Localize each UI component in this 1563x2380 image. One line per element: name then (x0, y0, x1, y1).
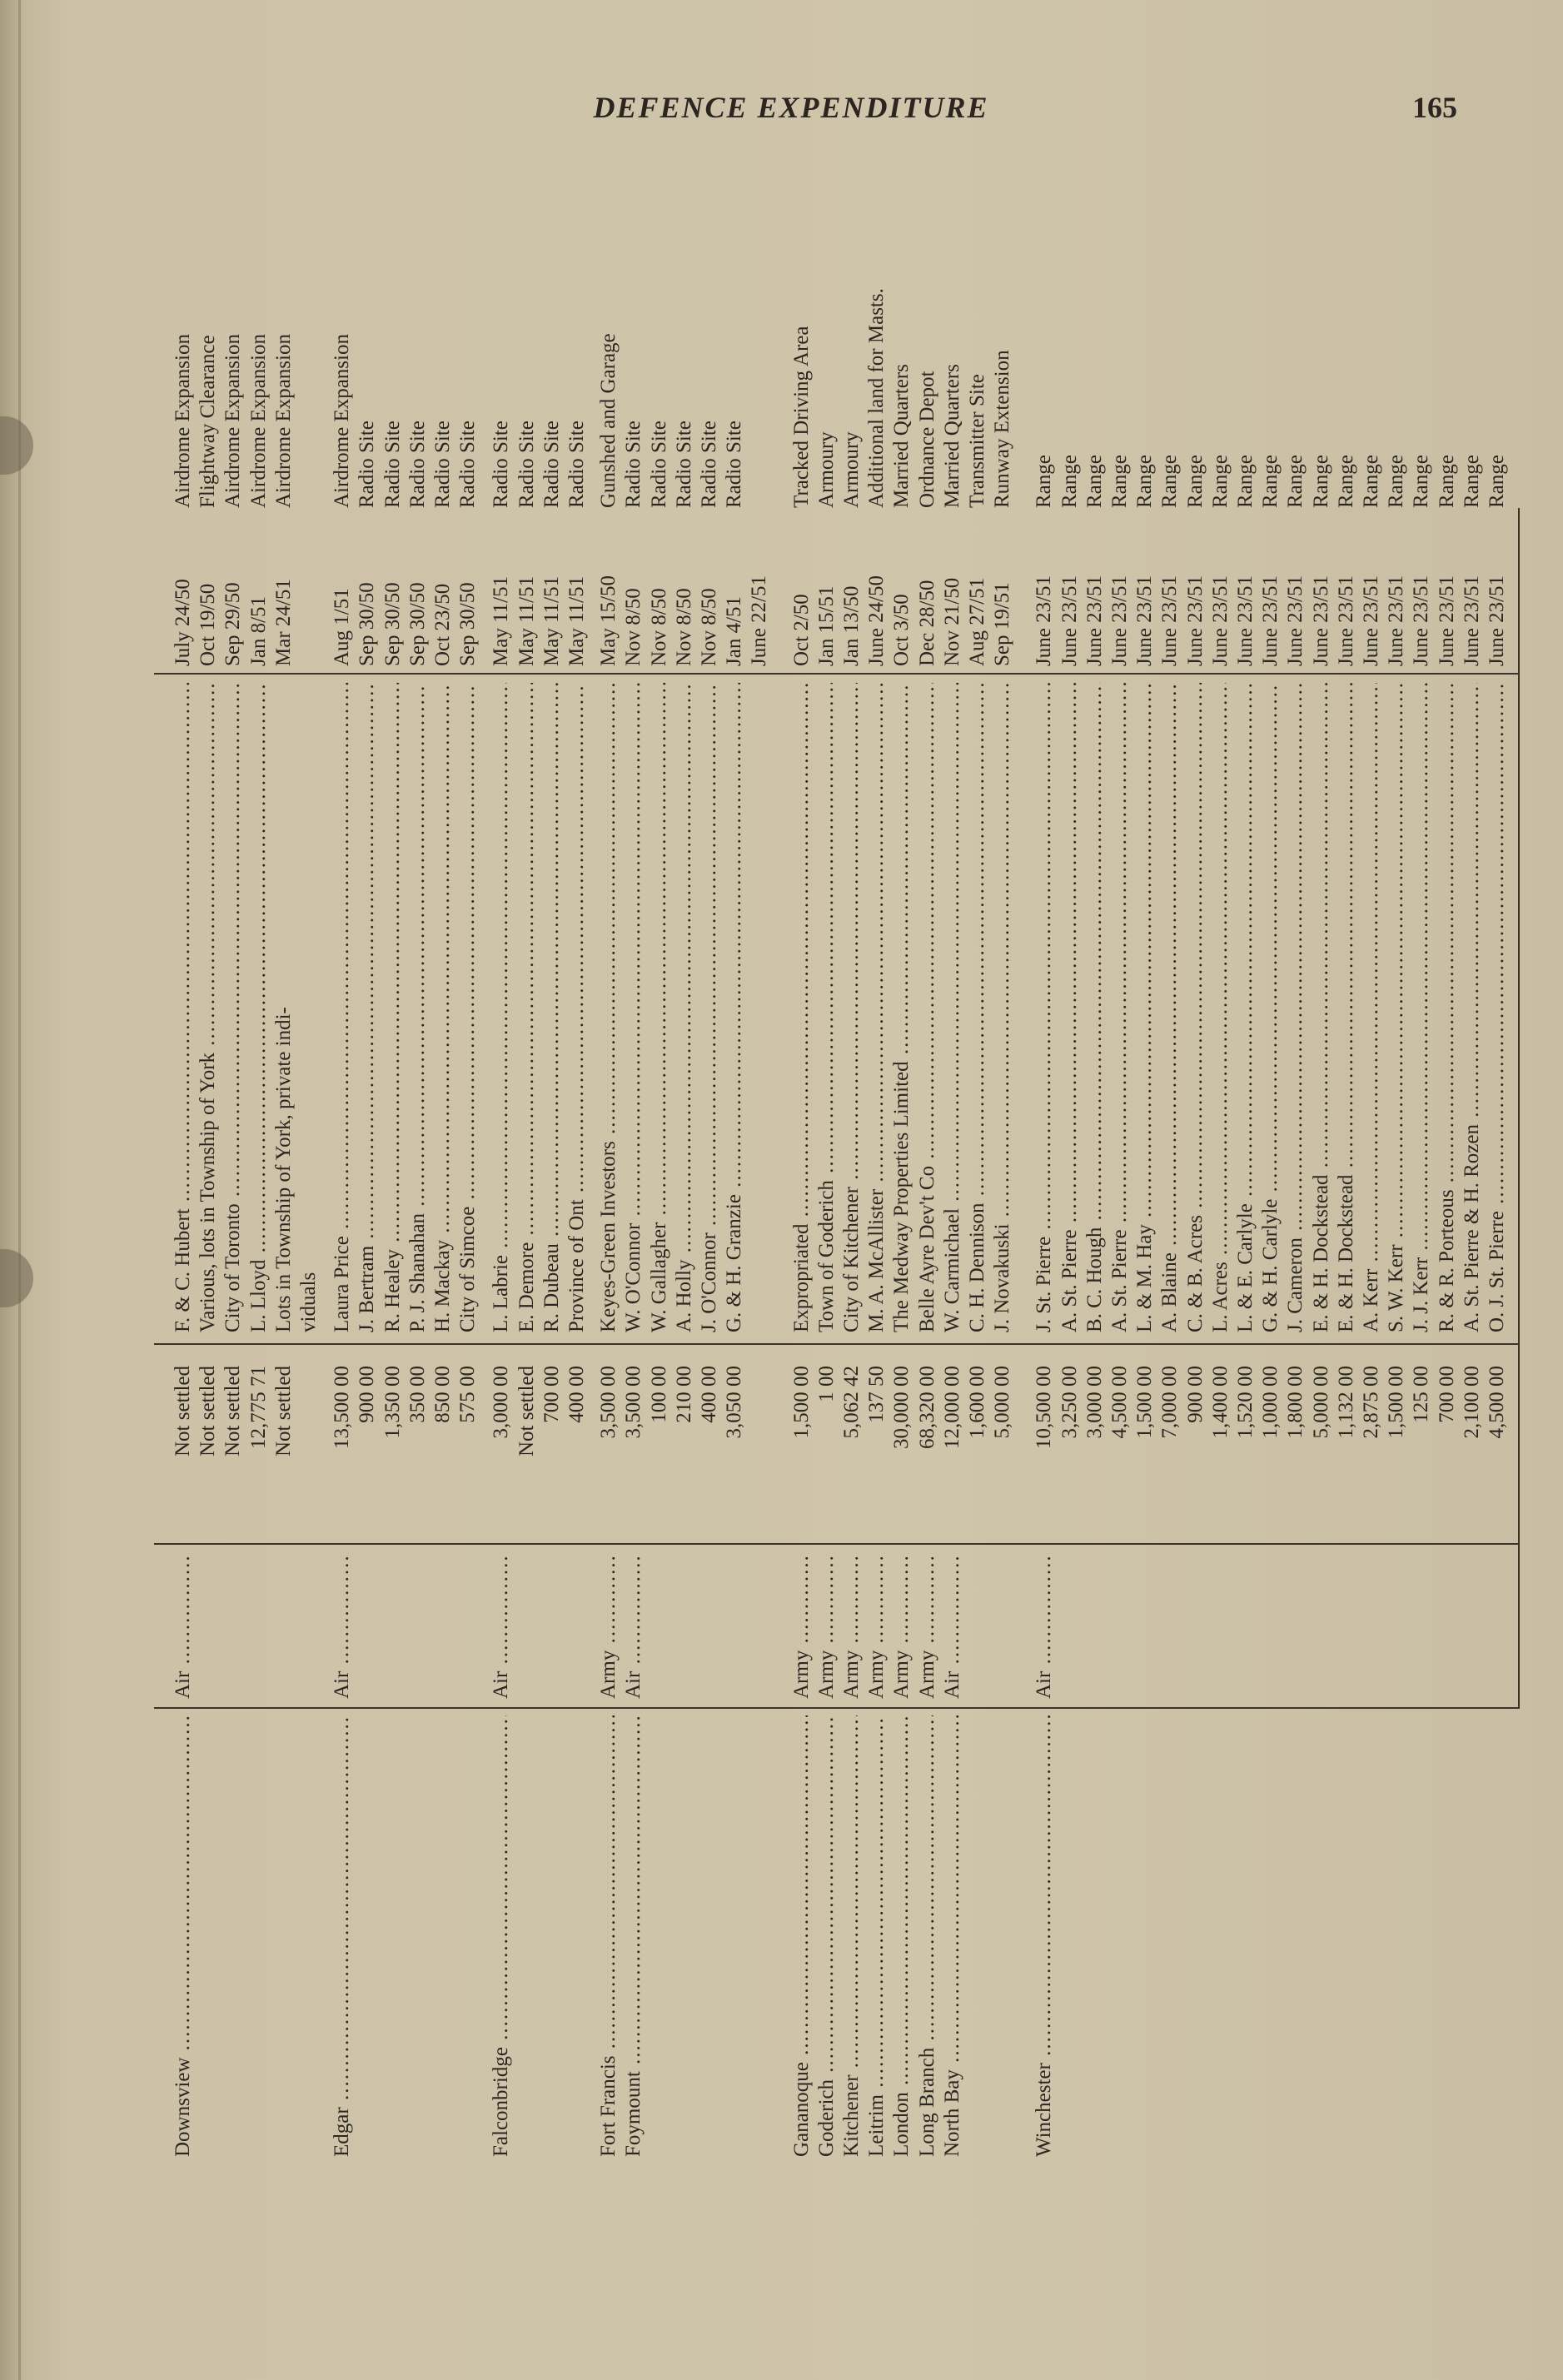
location-cell: Winchester ..... (1032, 1715, 1057, 2157)
location-cell: Gananoque ..... (789, 1715, 814, 2157)
date-cell: June 23/51 (1385, 575, 1408, 666)
name-cell: A. Blaine ..... (1157, 683, 1182, 1332)
date-cell: Nov 8/50 (698, 588, 720, 666)
amount-cell: 1,350 00 (381, 1366, 404, 1439)
table-row (1132, 67, 1157, 2165)
expenditure-table (154, 67, 1508, 2165)
table-bottom-rule (1518, 508, 1520, 1709)
amount-cell: 3,000 00 (1083, 1366, 1106, 1439)
date-cell: June 23/51 (1033, 575, 1056, 666)
date-cell: June 23/51 (1309, 575, 1332, 666)
purpose-cell: Airdrome Expansion (246, 334, 270, 508)
amount-cell: 5,062 42 (840, 1366, 863, 1439)
binding-hole (0, 1249, 33, 1307)
amount-cell: 700 00 (540, 1366, 563, 1423)
table-row (1485, 67, 1510, 2165)
amount-divider (154, 1543, 1518, 1545)
table-row (1108, 67, 1132, 2165)
amount-cell: 125 00 (1410, 1366, 1433, 1423)
amount-cell: 1,520 00 (1234, 1366, 1257, 1439)
service-divider (154, 1707, 1518, 1709)
amount-cell: 1,500 00 (1385, 1366, 1408, 1439)
date-cell: June 23/51 (1083, 575, 1106, 666)
amount-cell: 12,000 00 (940, 1366, 963, 1449)
purpose-cell: Tracked Driving Area (789, 326, 813, 508)
purpose-cell: Airdrome Expansion (331, 334, 354, 508)
table-row (565, 67, 590, 2165)
purpose-cell: Radio Site (381, 421, 404, 508)
purpose-cell: Range (1033, 455, 1056, 508)
amount-cell: 68,320 00 (915, 1366, 938, 1449)
service-cell: Air ..... (1032, 1557, 1057, 1699)
table-row (406, 67, 431, 2165)
location-cell: Leitrim ..... (864, 1715, 889, 2157)
table-row (296, 67, 321, 2165)
purpose-cell: Radio Site (356, 421, 379, 508)
amount-cell: Not settled (222, 1366, 245, 1457)
amount-cell: 13,500 00 (331, 1366, 354, 1449)
name-cell: G. & H. Granzie ..... (722, 683, 747, 1332)
table-row (1208, 67, 1233, 2165)
service-cell: Air ..... (171, 1557, 196, 1699)
location-cell: Downsview ..... (171, 1715, 196, 2157)
purpose-cell: Radio Site (698, 421, 720, 508)
binding-edge (18, 0, 21, 2380)
date-cell: Oct 23/50 (431, 583, 454, 666)
name-cell: J. St. Pierre ..... (1032, 683, 1057, 1332)
date-cell: June 24/50 (865, 575, 889, 666)
name-cell: E. & H. Dockstead ..... (1309, 683, 1334, 1332)
purpose-cell: Married Quarters (890, 364, 913, 508)
date-cell: June 23/51 (1334, 575, 1357, 666)
amount-cell: 3,500 00 (597, 1366, 620, 1439)
date-cell: Nov 8/50 (622, 588, 645, 666)
amount-cell: 5,000 00 (1309, 1366, 1332, 1439)
name-cell: The Medway Properties Limited ..... (889, 683, 914, 1332)
service-cell: Air ..... (621, 1557, 646, 1699)
purpose-cell: Range (1284, 455, 1307, 508)
purpose-cell: Radio Site (672, 421, 695, 508)
purpose-cell: Range (1360, 455, 1382, 508)
name-cell: E. Demore ..... (515, 683, 540, 1332)
name-cell: P. J. Shanahan ..... (406, 683, 431, 1332)
amount-cell: 7,000 00 (1158, 1366, 1182, 1439)
name-cell: S. W. Kerr ..... (1384, 683, 1409, 1332)
amount-cell: 900 00 (1183, 1366, 1207, 1423)
date-cell: June 22/51 (748, 575, 771, 666)
service-cell: Air ..... (489, 1557, 514, 1699)
date-cell: Jan 4/51 (723, 595, 746, 666)
name-divider (154, 1343, 1518, 1345)
purpose-cell: Radio Site (540, 421, 563, 508)
amount-cell: 1,600 00 (966, 1366, 988, 1439)
purpose-cell: Range (1058, 455, 1081, 508)
name-cell: G. & H. Carlyle ..... (1258, 683, 1283, 1332)
amount-cell: 400 00 (698, 1366, 720, 1423)
name-cell: J. O'Connor ..... (697, 683, 722, 1332)
name-cell: R. Dubeau ..... (540, 683, 565, 1332)
name-cell: J. Bertram ..... (355, 683, 380, 1332)
date-cell: May 15/50 (597, 575, 620, 666)
amount-cell: 30,000 00 (890, 1366, 913, 1449)
date-cell: June 23/51 (1435, 575, 1458, 666)
table-row (515, 67, 540, 2165)
name-cell: City of Toronto ..... (221, 683, 246, 1332)
purpose-cell: Armoury (840, 431, 863, 508)
name-cell: L. & M. Hay ..... (1132, 683, 1157, 1332)
purpose-cell: Additional land for Masts. (865, 288, 889, 508)
date-cell: July 24/50 (172, 579, 194, 666)
table-row (889, 67, 914, 2165)
purpose-cell: Flightway Clearance (197, 335, 220, 508)
service-cell: Army ..... (839, 1557, 864, 1699)
name-cell: B. C. Hough ..... (1083, 683, 1108, 1332)
date-cell: Sep 30/50 (381, 582, 404, 666)
name-cell: J. Cameron ..... (1283, 683, 1308, 1332)
amount-cell: 400 00 (565, 1366, 588, 1423)
date-cell: Sep 30/50 (356, 582, 379, 666)
table-row (1334, 67, 1359, 2165)
date-cell: June 23/51 (1284, 575, 1307, 666)
date-cell: Jan 13/50 (840, 585, 863, 666)
amount-cell: 700 00 (1435, 1366, 1458, 1423)
table-row (1258, 67, 1283, 2165)
service-cell: Army ..... (889, 1557, 914, 1699)
purpose-cell: Range (1108, 455, 1131, 508)
name-cell: J. Novakuski ..... (990, 683, 1015, 1332)
table-row (1460, 67, 1485, 2165)
date-cell: Sep 29/50 (222, 582, 245, 666)
service-cell: Army ..... (596, 1557, 621, 1699)
date-cell: May 11/51 (540, 575, 563, 666)
name-cell: Belle Ayre Dev't Co ..... (915, 683, 940, 1332)
purpose-cell: Range (1435, 455, 1458, 508)
amount-cell: 2,100 00 (1460, 1366, 1483, 1439)
name-cell: J. J. Kerr ..... (1409, 683, 1434, 1332)
table-row (221, 67, 246, 2165)
table-row (1032, 67, 1057, 2165)
purpose-cell: Range (1385, 455, 1408, 508)
table-row (672, 67, 697, 2165)
purpose-cell: Radio Site (515, 421, 538, 508)
name-cell: City of Simcoe ..... (455, 683, 480, 1332)
date-cell: Mar 24/51 (271, 579, 295, 666)
amount-cell: 850 00 (431, 1366, 454, 1423)
amount-cell: 100 00 (647, 1366, 670, 1423)
purpose-cell: Range (1083, 455, 1106, 508)
date-cell: June 23/51 (1360, 575, 1382, 666)
amount-cell: 3,050 00 (723, 1366, 746, 1439)
table-row (1157, 67, 1182, 2165)
location-cell: Kitchener ..... (839, 1715, 864, 2157)
amount-cell: Not settled (271, 1366, 295, 1457)
amount-cell: 350 00 (406, 1366, 429, 1423)
table-row (1283, 67, 1308, 2165)
amount-cell: 2,875 00 (1360, 1366, 1382, 1439)
purpose-cell: Range (1410, 455, 1433, 508)
table-row (330, 67, 355, 2165)
purpose-cell: Range (1259, 455, 1282, 508)
table-row (455, 67, 480, 2165)
name-cell: H. Mackay ..... (431, 683, 455, 1332)
name-cell: R. & R. Porteous ..... (1435, 683, 1460, 1332)
purpose-cell: Airdrome Expansion (271, 334, 295, 508)
table-row (1359, 67, 1384, 2165)
table-row (540, 67, 565, 2165)
date-cell: Sep 30/50 (406, 582, 429, 666)
purpose-cell: Airdrome Expansion (172, 334, 194, 508)
table-row (621, 67, 646, 2165)
table-row (431, 67, 455, 2165)
table-row (381, 67, 406, 2165)
table-row (915, 67, 940, 2165)
name-cell: L. Lloyd ..... (246, 683, 271, 1332)
table-row (196, 67, 221, 2165)
table-row (1435, 67, 1460, 2165)
date-cell: May 11/51 (490, 575, 513, 666)
name-cell: L. & E. Carlyle ..... (1233, 683, 1258, 1332)
amount-cell: 4,500 00 (1108, 1366, 1131, 1439)
date-cell: Dec 28/50 (915, 580, 938, 666)
running-header: DEFENCE EXPENDITURE (593, 91, 989, 124)
date-divider (154, 673, 1518, 675)
amount-cell: 3,000 00 (490, 1366, 513, 1439)
amount-cell: Not settled (515, 1366, 538, 1457)
purpose-cell: Armoury (814, 431, 838, 508)
purpose-cell: Range (1183, 455, 1207, 508)
purpose-cell: Radio Site (406, 421, 429, 508)
amount-cell: 1,000 00 (1259, 1366, 1282, 1439)
page-number: 165 (1412, 91, 1457, 124)
date-cell: Sep 19/51 (991, 582, 1014, 666)
amount-cell: Not settled (172, 1366, 194, 1457)
table-row (171, 67, 196, 2165)
table-row (1384, 67, 1409, 2165)
amount-cell: 4,500 00 (1486, 1366, 1508, 1439)
date-cell: June 23/51 (1460, 575, 1483, 666)
amount-cell: 12,775 71 (246, 1366, 270, 1449)
table-row (1409, 67, 1434, 2165)
name-cell: A. St. Pierre ..... (1108, 683, 1132, 1332)
table-row (839, 67, 864, 2165)
location-cell: London ..... (889, 1715, 914, 2157)
date-cell: Oct 3/50 (890, 594, 913, 666)
amount-cell: 1,132 00 (1334, 1366, 1357, 1439)
date-cell: June 23/51 (1108, 575, 1131, 666)
date-cell: June 23/51 (1259, 575, 1282, 666)
name-cell: City of Kitchener ..... (839, 683, 864, 1332)
name-cell: A. Kerr ..... (1359, 683, 1384, 1332)
location-cell: Edgar ..... (330, 1715, 355, 2157)
purpose-cell: Married Quarters (940, 364, 963, 508)
date-cell: June 23/51 (1158, 575, 1182, 666)
date-cell: June 23/51 (1410, 575, 1433, 666)
name-cell: A. St. Pierre ..... (1058, 683, 1083, 1332)
name-cell: A. Holly ..... (672, 683, 697, 1332)
table-row (965, 67, 990, 2165)
location-cell: Foymount ..... (621, 1715, 646, 2157)
amount-cell: 1,400 00 (1208, 1366, 1232, 1439)
name-cell: E. & H. Dockstead ..... (1334, 683, 1359, 1332)
purpose-cell: Gunshed and Garage (597, 333, 620, 508)
date-cell: June 23/51 (1208, 575, 1232, 666)
date-cell: June 23/51 (1234, 575, 1257, 666)
table-row (990, 67, 1015, 2165)
table-row (1183, 67, 1208, 2165)
table-row (489, 67, 514, 2165)
purpose-cell: Range (1133, 455, 1157, 508)
purpose-cell: Ordnance Depot (915, 371, 938, 508)
date-cell: June 23/51 (1133, 575, 1157, 666)
purpose-cell: Range (1334, 455, 1357, 508)
name-cell: C. H. Dennison ..... (965, 683, 990, 1332)
service-cell: Army ..... (814, 1557, 839, 1699)
date-cell: Nov 21/50 (940, 577, 963, 666)
service-cell: Army ..... (915, 1557, 940, 1699)
name-cell: F. & C. Hubert ..... (171, 683, 196, 1332)
purpose-cell: Radio Site (456, 421, 480, 508)
name-cell: A. St. Pierre & H. Rozen ..... (1460, 683, 1485, 1332)
name-cell: Expropriated ..... (789, 683, 814, 1332)
name-cell: Lots in Township of York, private indi- (271, 1007, 295, 1332)
location-cell: Long Branch ..... (915, 1715, 940, 2157)
table-row (1233, 67, 1258, 2165)
purpose-cell: Radio Site (490, 421, 513, 508)
amount-cell: 137 50 (865, 1366, 889, 1423)
amount-cell: 3,500 00 (622, 1366, 645, 1439)
purpose-cell: Range (1158, 455, 1182, 508)
service-cell: Army ..... (864, 1557, 889, 1699)
date-cell: June 23/51 (1486, 575, 1508, 666)
name-cell: C. & B. Acres ..... (1183, 683, 1208, 1332)
amount-cell: 1,500 00 (1133, 1366, 1157, 1439)
amount-cell: 900 00 (356, 1366, 379, 1423)
date-cell: June 23/51 (1058, 575, 1081, 666)
name-cell: W. O'Connor ..... (621, 683, 646, 1332)
table-row (246, 67, 271, 2165)
amount-cell: 5,000 00 (991, 1366, 1014, 1439)
amount-cell: 3,250 00 (1058, 1366, 1081, 1439)
date-cell: May 11/51 (565, 575, 588, 666)
name-cell: L. Labrie ..... (489, 683, 514, 1332)
location-cell: Falconbridge ..... (489, 1715, 514, 2157)
amount-cell: 210 00 (672, 1366, 695, 1423)
amount-cell: 575 00 (456, 1366, 480, 1423)
amount-cell: 1,800 00 (1284, 1366, 1307, 1439)
name-cell: R. Healey ..... (381, 683, 406, 1332)
table-row (1083, 67, 1108, 2165)
service-cell: Air ..... (330, 1557, 355, 1699)
date-cell: Aug 1/51 (331, 588, 354, 666)
service-cell: Air ..... (940, 1557, 965, 1699)
name-cell: viduals (297, 1272, 320, 1332)
table-row (864, 67, 889, 2165)
table-row (789, 67, 814, 2165)
purpose-cell: Airdrome Expansion (222, 334, 245, 508)
date-cell: Jan 8/51 (246, 595, 270, 666)
name-cell: W. Gallagher ..... (647, 683, 672, 1332)
location-cell: Fort Francis ..... (596, 1715, 621, 2157)
purpose-cell: Range (1460, 455, 1483, 508)
purpose-cell: Range (1309, 455, 1332, 508)
purpose-cell: Radio Site (431, 421, 454, 508)
service-cell: Army ..... (789, 1557, 814, 1699)
table-row (747, 67, 772, 2165)
table-row (697, 67, 722, 2165)
name-cell: M. A. McAllister ..... (864, 683, 889, 1332)
location-cell: North Bay ..... (940, 1715, 965, 2157)
date-cell: Oct 19/50 (197, 583, 220, 666)
purpose-cell: Range (1486, 455, 1508, 508)
purpose-cell: Radio Site (647, 421, 670, 508)
date-cell: Nov 8/50 (647, 588, 670, 666)
name-cell: O. J. St. Pierre ..... (1485, 683, 1510, 1332)
binding-hole (0, 416, 33, 475)
name-cell: Keyes-Green Investors ..... (596, 683, 621, 1332)
table-row (647, 67, 672, 2165)
date-cell: Sep 30/50 (456, 582, 480, 666)
table-row (722, 67, 747, 2165)
amount-cell: 1 00 (814, 1366, 838, 1402)
amount-cell: 1,500 00 (789, 1366, 813, 1439)
purpose-cell: Transmitter Site (966, 374, 988, 508)
name-cell: Town of Goderich ..... (814, 683, 839, 1332)
name-cell: Laura Price ..... (330, 683, 355, 1332)
table-row (1309, 67, 1334, 2165)
name-cell: L. Acres ..... (1208, 683, 1233, 1332)
table-row (596, 67, 621, 2165)
amount-cell: 10,500 00 (1033, 1366, 1056, 1449)
name-cell: Province of Ont ..... (565, 683, 590, 1332)
date-cell: Nov 8/50 (672, 588, 695, 666)
table-row (355, 67, 380, 2165)
date-cell: May 11/51 (515, 575, 538, 666)
purpose-cell: Range (1234, 455, 1257, 508)
location-cell: Goderich ..... (814, 1715, 839, 2157)
date-cell: Oct 2/50 (789, 594, 813, 666)
purpose-cell: Runway Extension (991, 350, 1014, 508)
name-cell: W. Carmichael ..... (940, 683, 965, 1332)
name-cell: Various, lots in Township of York ..... (196, 683, 221, 1332)
purpose-cell: Radio Site (723, 421, 746, 508)
date-cell: June 23/51 (1183, 575, 1207, 666)
date-cell: Jan 15/51 (814, 585, 838, 666)
purpose-cell: Radio Site (565, 421, 588, 508)
purpose-cell: Range (1208, 455, 1232, 508)
table-row (271, 67, 296, 2165)
date-cell: Aug 27/51 (966, 577, 988, 666)
table-row (814, 67, 839, 2165)
table-row (1058, 67, 1083, 2165)
purpose-cell: Radio Site (622, 421, 645, 508)
table-row (940, 67, 965, 2165)
amount-cell: Not settled (197, 1366, 220, 1457)
